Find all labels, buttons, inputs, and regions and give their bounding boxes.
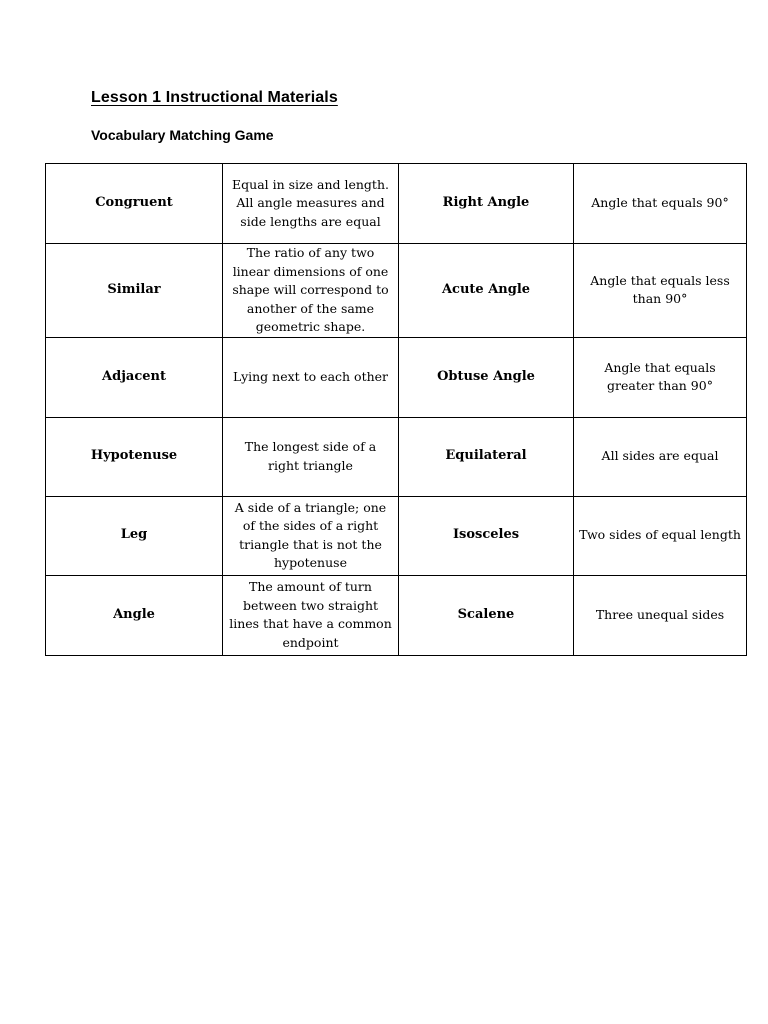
term-cell: Adjacent (46, 337, 223, 417)
table-row (46, 417, 747, 496)
term-cell: Scalene (399, 575, 574, 655)
page-title: Lesson 1 Instructional Materials (91, 89, 338, 106)
definition-cell: The amount of turn between two straight lines that have a common endpoint (223, 575, 399, 655)
table-row (46, 496, 747, 575)
term-cell: Isosceles (399, 496, 574, 575)
table-row (46, 575, 747, 655)
term-cell: Angle (46, 575, 223, 655)
term-cell: Acute Angle (399, 244, 574, 338)
term-cell: Equilateral (399, 417, 574, 496)
definition-cell: Two sides of equal length (574, 496, 747, 575)
term-cell: Congruent (46, 164, 223, 244)
term-cell: Leg (46, 496, 223, 575)
definition-cell: Angle that equals greater than 90° (574, 337, 747, 417)
definition-cell: A side of a triangle; one of the sides of a right triangle that is not the hypotenuse (223, 496, 399, 575)
definition-cell: The longest side of a right triangle (223, 417, 399, 496)
table-row (46, 164, 747, 244)
term-cell: Obtuse Angle (399, 337, 574, 417)
page-subtitle: Vocabulary Matching Game (91, 127, 274, 143)
definition-cell: The ratio of any two linear dimensions of one shape will correspond to another of the same geometric shape. (223, 244, 399, 338)
definition-cell: Three unequal sides (574, 575, 747, 655)
term-cell: Right Angle (399, 164, 574, 244)
term-cell: Similar (46, 244, 223, 338)
vocabulary-table (45, 163, 747, 656)
table-row (46, 337, 747, 417)
definition-cell: All sides are equal (574, 417, 747, 496)
definition-cell: Angle that equals 90° (574, 164, 747, 244)
definition-cell: Equal in size and length. All angle measures and side lengths are equal (223, 164, 399, 244)
definition-cell: Angle that equals less than 90° (574, 244, 747, 338)
definition-cell: Lying next to each other (223, 337, 399, 417)
table-row (46, 244, 747, 338)
term-cell: Hypotenuse (46, 417, 223, 496)
